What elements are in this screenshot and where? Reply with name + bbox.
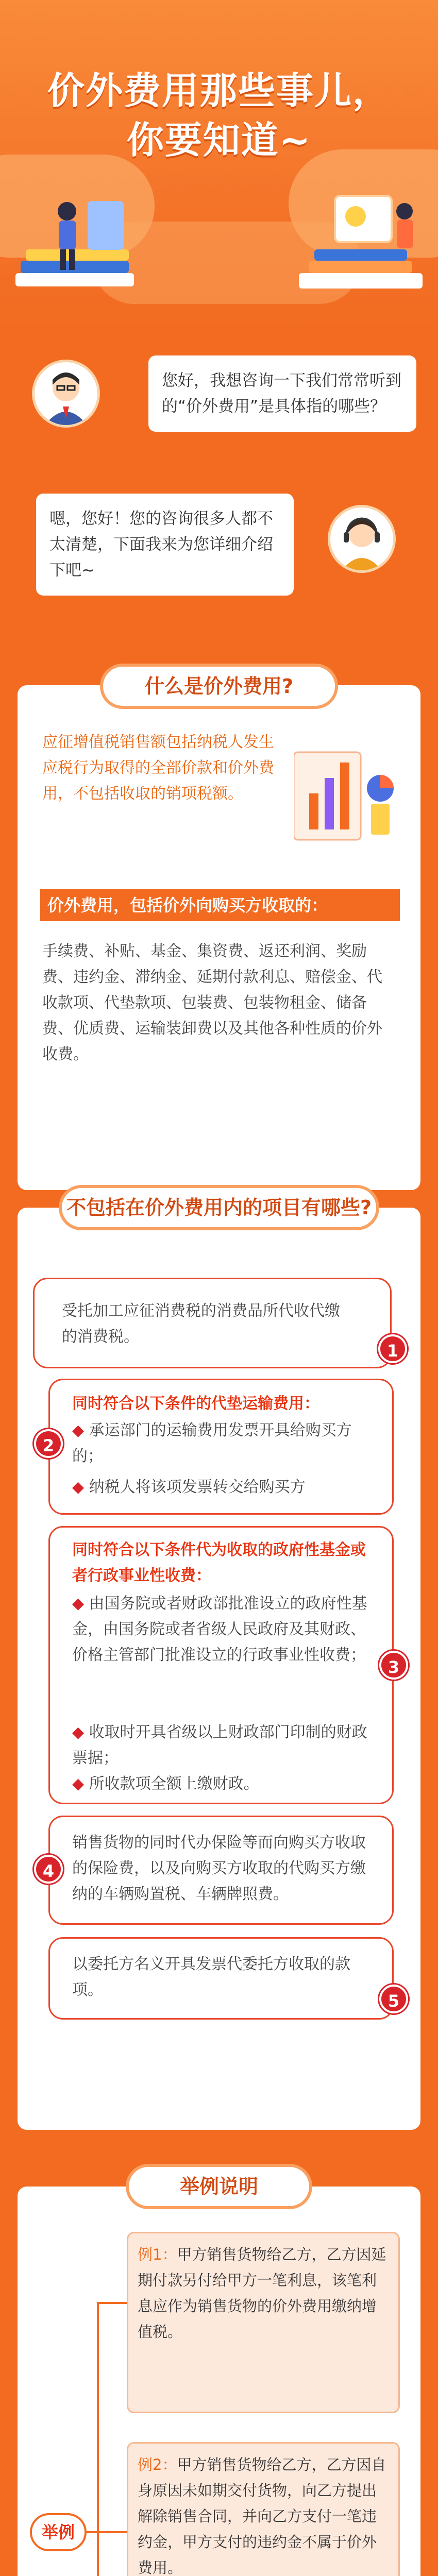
example-1 xyxy=(127,2232,400,2413)
exclusion-item-4-text: 销售货物的同时代办保险等而向购买方收取的保险费，以及向购买方收取的代购买方缴纳的车辆购置税、车辆牌照费。 xyxy=(72,1834,366,1903)
person-desk-illustration xyxy=(278,185,433,304)
report-illustration xyxy=(294,732,402,845)
bullet-text: 收取时开具省级以上财政部门印制的财政票据； xyxy=(72,1723,367,1767)
bullet-text: 纳税人将该项发票转交给购买方 xyxy=(89,1478,306,1496)
exclusion-item-2-bullet-1: ◆ 承运部门的运输费用发票开具给购买方的； xyxy=(72,1421,352,1465)
example-2-label: 例2： xyxy=(138,2456,177,2473)
exclusion-item-5-text: 以委托方名义开具发票代委托方收取的款项。 xyxy=(72,1955,350,1999)
section-tag-what-is: 什么是价外费用? xyxy=(103,667,335,706)
fee-list-text: 手续费、补贴、基金、集资费、返还利润、奖励费、违约金、滞纳金、延期付款利息、赔偿金、代收款项、代垫款项、包装费、包装物租金、储备费、优质费、运输装卸费以及其他各种性质的价外收费。 xyxy=(42,942,382,1063)
exclusion-item-3-bullet-1: ◆ 由国务院或者财政部批准设立的政府性基金，由国务院或者省级人民政府及其财政、价格主管部门批准设立的行政事业性收费； xyxy=(72,1595,367,1664)
consultant-avatar xyxy=(328,505,396,573)
person-books-illustration xyxy=(10,196,165,304)
example-2-text: 甲方销售货物给乙方，乙方因自身原因未如期交付货物，向乙方提出解除销售合同，并向乙方支付一笔违约金，甲方支付的违约金不属于价外费用。 xyxy=(138,2456,386,2576)
exclusion-item-3-number: 3 xyxy=(379,1651,408,1680)
hero-title-line1: 价外费用那些事儿， xyxy=(47,69,391,112)
exclusion-item-4-number: 4 xyxy=(34,1855,63,1884)
definition-text: 应征增值税销售额包括纳税人发生应税行为取得的全部价款和价外费用，不包括收取的销项税额。 xyxy=(42,733,274,803)
exclusion-item-2-bullet-2: ◆ 纳税人将该项发票转交给购买方 xyxy=(72,1478,306,1496)
exclusion-item-3-heading: 同时符合以下条件代为收取的政府性基金或者行政事业性收费： xyxy=(72,1541,366,1585)
example-1-label: 例1： xyxy=(138,2246,177,2263)
example-1-text: 甲方销售货物给乙方，乙方因延期付款另付给甲方一笔利息，该笔利息应作为销售货物的价外费用缴纳增值税。 xyxy=(138,2246,386,2341)
bullet-text: 承运部门的运输费用发票开具给购买方的； xyxy=(72,1421,352,1465)
answer-bubble: 嗯，您好！您的咨询很多人都不太清楚，下面我来为您详细介绍下吧~ xyxy=(36,494,294,596)
hero-title-line2: 你要知道~ xyxy=(126,118,312,162)
question-bubble: 您好，我想咨询一下我们常常听到的“价外费用”是具体指的哪些？ xyxy=(148,355,416,432)
hero-banner xyxy=(0,0,438,330)
exclusion-item-2-heading: 同时符合以下条件的代垫运输费用： xyxy=(72,1395,319,1413)
exclusion-item-3-bullet-2: ◆ 收取时开具省级以上财政部门印制的财政票据； xyxy=(72,1723,367,1767)
exclusion-item-1-number: 1 xyxy=(378,1334,407,1363)
example-side-label: 举例 xyxy=(30,2513,87,2551)
exclusion-item-3-bullet-3: ◆ 所收款项全额上缴财政。 xyxy=(72,1775,259,1793)
example-2 xyxy=(127,2442,400,2576)
exclusion-item-1-text: 受托加工应征消费税的消费品所代收代缴的消费税。 xyxy=(62,1302,340,1346)
exclusion-item-2-number: 2 xyxy=(34,1429,63,1458)
bullet-text: 所收款项全额上缴财政。 xyxy=(89,1775,259,1793)
advisor-avatar xyxy=(32,360,100,428)
section-band-includes: 价外费用，包括价外向购买方收取的： xyxy=(40,889,400,921)
section-tag-excludes: 不包括在价外费用内的项目有哪些? xyxy=(62,1188,376,1227)
section-tag-examples: 举例说明 xyxy=(129,2167,309,2206)
bullet-text: 由国务院或者财政部批准设立的政府性基金，由国务院或者省级人民政府及其财政、价格主管部门批准设立的行政事业性收费； xyxy=(72,1595,367,1664)
exclusion-item-5-number: 5 xyxy=(379,1985,408,2013)
